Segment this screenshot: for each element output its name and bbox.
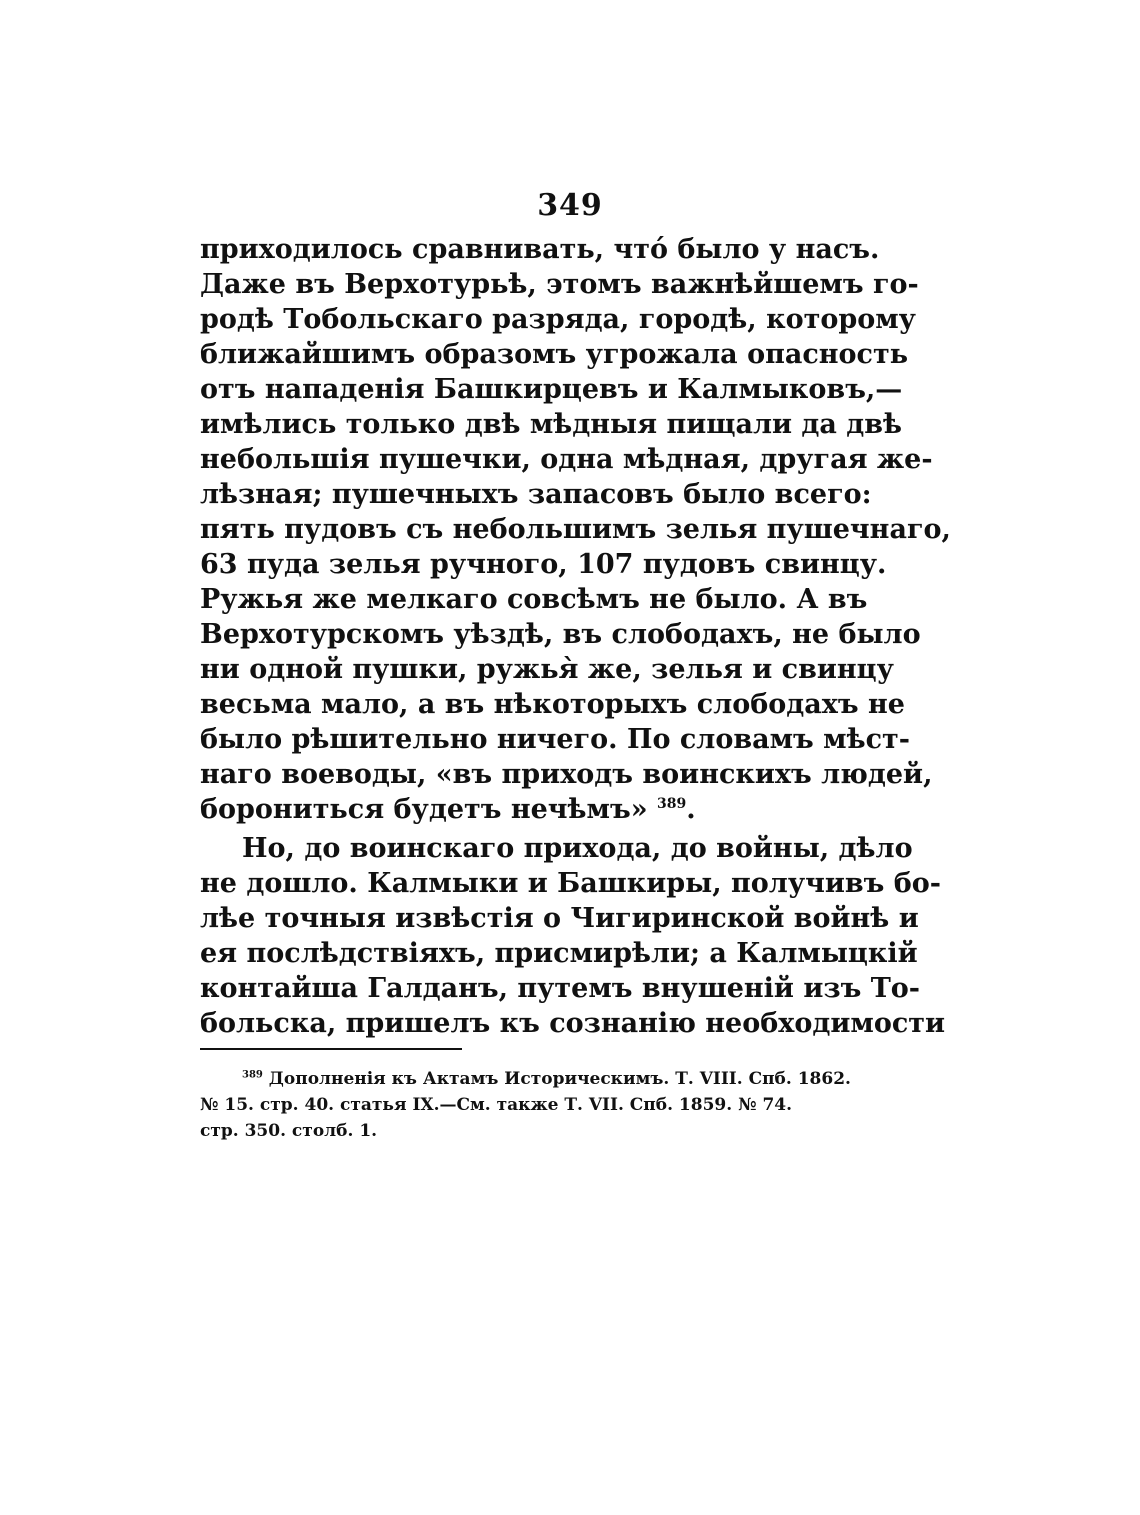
text-line-with-footnote: борониться будетъ нечѣмъ» $^{389}$.: [200, 794, 696, 825]
footnote-divider: [200, 1048, 462, 1050]
text-line: ближайшимъ образомъ угрожала опасность: [200, 339, 909, 370]
text-line: пять пудовъ съ небольшимъ зелья пушечнаго,: [200, 514, 951, 545]
paragraph-line: не дошло. Калмыки и Башкиры, получивъ бо-: [200, 868, 941, 899]
footnote-text: Дополненія къ Актамъ Историческимъ. Т. VIII. Спб. 1862.: [268, 1069, 851, 1089]
text-line: наго воеводы, «въ приходъ воинскихъ людей,: [200, 759, 933, 790]
text-line: небольшія пушечки, одна мѣдная, другая же-: [200, 444, 933, 475]
footnote-number: 389: [242, 1069, 263, 1081]
footnote: [200, 1066, 851, 1144]
text-line: было рѣшительно ничего. По словамъ мѣст-: [200, 724, 910, 755]
body-text: [200, 232, 951, 1041]
text-line: борониться будетъ нечѣмъ»: [200, 794, 648, 825]
paragraph-line: Но, до воинскаго прихода, до войны, дѣло: [242, 833, 913, 864]
text-line: Даже въ Верхотурьѣ, этомъ важнѣйшемъ го-: [200, 269, 919, 300]
footnote-line: стр. 350. столб. 1.: [200, 1121, 378, 1141]
text-line: Верхотурскомъ уѣздѣ, въ слободахъ, не было: [200, 619, 921, 650]
footnote-line: № 15. стр. 40. статья IX.—См. также Т. VII. Спб. 1859. № 74.: [200, 1095, 793, 1115]
text-line: родѣ Тобольскаго разряда, городѣ, которому: [200, 304, 916, 335]
paragraph-line: контайша Галданъ, путемъ внушеній изъ То-: [200, 973, 921, 1004]
paragraph-line: лѣе точныя извѣстія о Чигиринской войнѣ и: [200, 903, 919, 934]
text-line: отъ нападенія Башкирцевъ и Калмыковъ,—: [200, 374, 903, 405]
text-line: Ружья же мелкаго совсѣмъ не было. А въ: [200, 584, 868, 615]
text-line: лѣзная; пушечныхъ запасовъ было всего:: [200, 479, 872, 510]
footnote-line: [200, 1066, 851, 1092]
text-line: имѣлись только двѣ мѣдныя пищали да двѣ: [200, 409, 903, 440]
text-line: приходилось сравнивать, что́ было у насъ.: [200, 234, 880, 265]
text-line: весьма мало, а въ нѣкоторыхъ слободахъ не: [200, 689, 905, 720]
footnote-reference[interactable]: 389: [656, 796, 687, 812]
paragraph-line: ея послѣдствіяхъ, присмирѣли; а Калмыцкій: [200, 938, 918, 969]
page-number: 349: [537, 188, 603, 223]
text-line: 63 пуда зелья ручного, 107 пудовъ свинцу.: [200, 549, 887, 580]
text-line: ни одной пушки, ружья̀ же, зелья и свинцу: [200, 654, 894, 685]
paragraph-line: больска, пришелъ къ сознанію необходимости: [200, 1008, 946, 1039]
